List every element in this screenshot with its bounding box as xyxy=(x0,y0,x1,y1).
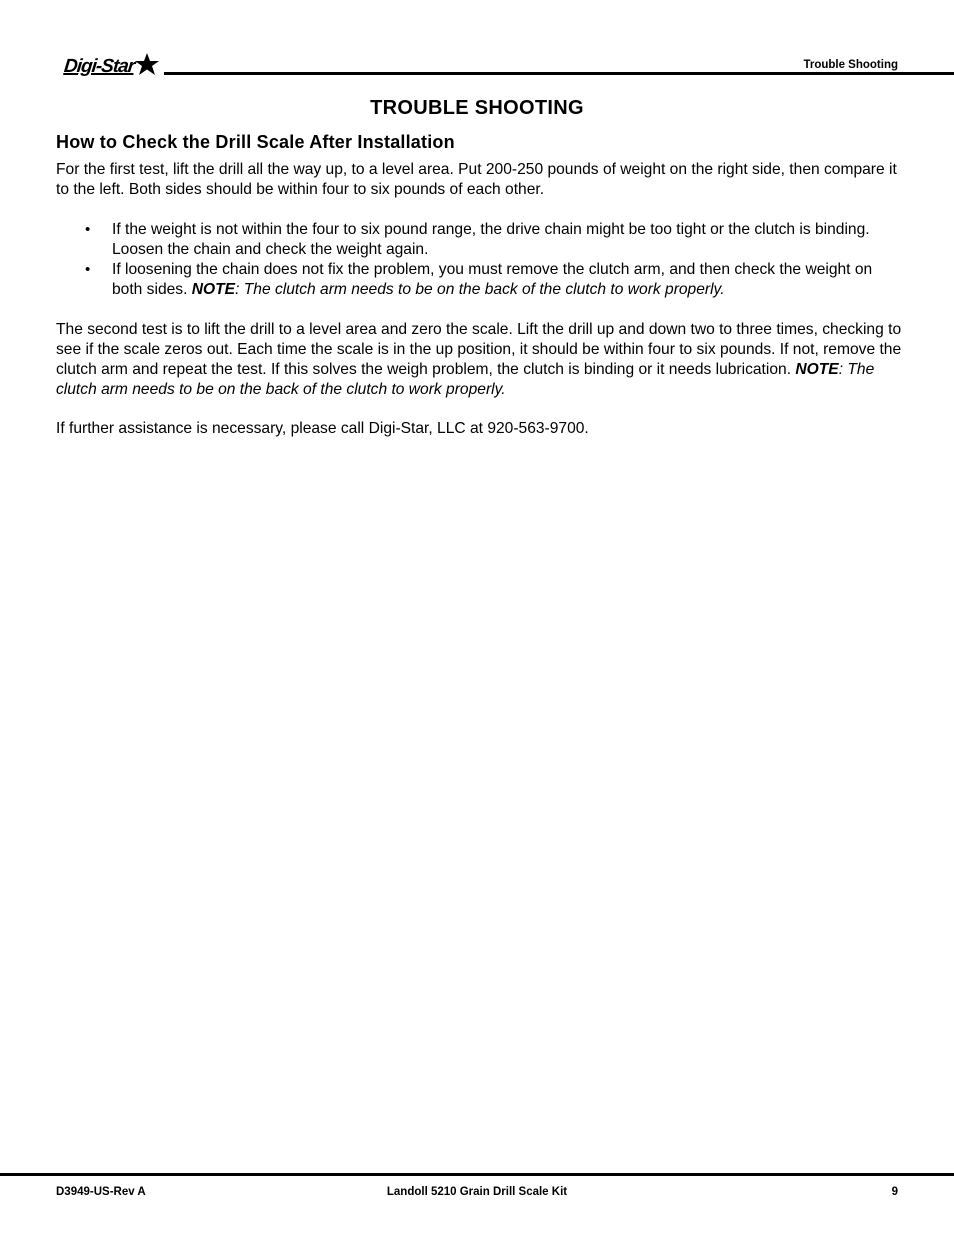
header-section-title: Trouble Shooting xyxy=(803,59,898,71)
digi-star-logo xyxy=(63,56,135,78)
bullet-list xyxy=(56,220,906,300)
note-text: : The clutch arm needs to be on the back of the clutch to work properly. xyxy=(56,361,875,398)
star-icon xyxy=(134,52,160,76)
note-label: NOTE xyxy=(795,361,839,378)
footer-doc-id: D3949-US-Rev A xyxy=(56,1186,146,1198)
intro-paragraph: For the first test, lift the drill all the way up, to a level area. Put 200-250 pounds of weight on the right side, then compare it to the left. Both sides should be within four to six pounds of each other. xyxy=(56,161,897,198)
note-label: NOTE xyxy=(191,281,236,298)
bullet-icon: • xyxy=(85,261,91,278)
note-text: : The clutch arm needs to be on the back of the clutch to work properly. xyxy=(235,281,725,298)
page-title: TROUBLE SHOOTING xyxy=(370,97,584,119)
bullet-text: If the weight is not within the four to six pound range, the drive chain might be too tight or the clutch is binding. Loosen the chain and check the weight again. xyxy=(112,221,870,258)
bullet-item xyxy=(56,220,906,260)
bullet-text: If loosening the chain does not fix the problem, you must remove the clutch arm, and then check the weight on both sides. xyxy=(112,261,873,298)
header-rule xyxy=(164,72,954,75)
assistance-paragraph: If further assistance is necessary, please call Digi-Star, LLC at 920-563-9700. xyxy=(56,420,589,437)
footer-rule xyxy=(0,1173,954,1176)
footer-doc-title: Landoll 5210 Grain Drill Scale Kit xyxy=(386,1186,568,1198)
bullet-item xyxy=(56,260,906,300)
footer-page-number: 9 xyxy=(891,1186,898,1198)
logo-text: Digi-Star xyxy=(62,56,136,77)
section-heading: How to Check the Drill Scale After Installation xyxy=(56,132,455,152)
second-test-paragraph xyxy=(56,320,906,400)
second-test-text: The second test is to lift the drill to a level area and zero the scale. Lift the drill up and down two to three times, checking to see if the scale zeros out. Each time the scale is in the up position, it should be within four to six pounds. If not, remove the clutch arm and repeat the test. If this solves the weigh problem, the clutch is binding or it needs lubrication. xyxy=(56,321,902,378)
page-header xyxy=(0,50,954,80)
bullet-icon: • xyxy=(85,221,91,238)
